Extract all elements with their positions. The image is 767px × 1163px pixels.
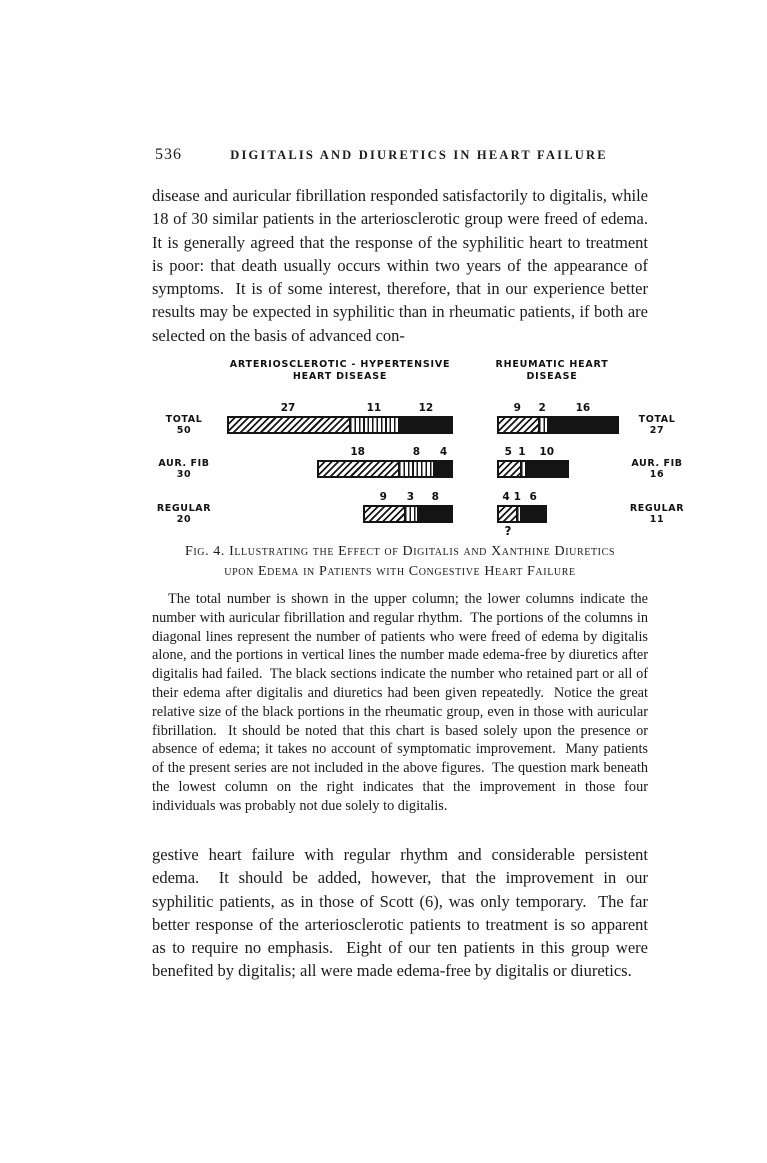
row-label-text: AUR. FIB [158, 458, 210, 469]
row-label-total [140, 414, 228, 436]
segment-value-label: 27 [280, 402, 296, 414]
segment-value-label: 1 [513, 491, 521, 503]
bar-segment-diagonal [229, 418, 349, 432]
figure-4-bar-chart [0, 355, 767, 541]
page-number: 536 [155, 146, 182, 163]
row-label-aur-fib [140, 458, 228, 480]
bar-row [363, 505, 453, 523]
figure-caption-line-2: upon Edema in Patients with Congestive Heart Failure [224, 563, 576, 579]
segment-value-label: 8 [431, 491, 439, 503]
row-label-text: REGULAR [629, 503, 685, 514]
chart-group-title-line2: HEART DISEASE [292, 371, 388, 382]
bar-row [497, 416, 619, 434]
bar-segment-vertical [538, 418, 547, 432]
row-label-text: REGULAR [156, 503, 212, 514]
question-mark-annotation: ? [504, 524, 512, 538]
segment-value-label: 12 [418, 402, 434, 414]
bar-segment-vertical [404, 507, 417, 521]
row-label-total: 16 [649, 469, 665, 480]
segment-value-label: 18 [350, 446, 365, 458]
row-label-total: 20 [176, 514, 192, 525]
row-label-regular [612, 503, 702, 525]
row-label-total: 11 [649, 514, 665, 525]
bar-segment-black [525, 462, 568, 476]
row-label-total [612, 414, 702, 436]
segment-value-label: 16 [575, 402, 591, 414]
bar-segment-diagonal [499, 462, 520, 476]
chart-group-title-line1: ARTERIOSCLEROTIC - HYPERTENSIVE [229, 359, 451, 370]
segment-value-label: 4 [502, 491, 510, 503]
segment-value-label: 9 [513, 402, 521, 414]
row-label-total: 27 [649, 425, 665, 436]
row-label-total: 50 [176, 425, 192, 436]
segment-value-label: 8 [412, 446, 421, 458]
bar-segment-black [520, 507, 545, 521]
page-header [152, 146, 646, 166]
row-label-aur-fib [612, 458, 702, 480]
row-label-total: 30 [176, 469, 192, 480]
row-label-regular [140, 503, 228, 525]
segment-value-label: 11 [366, 402, 382, 414]
row-label-text: TOTAL [638, 414, 676, 425]
bar-segment-diagonal [499, 418, 538, 432]
segment-value-label: 5 [504, 446, 512, 458]
bar-row [317, 460, 453, 478]
segment-value-label: 4 [439, 446, 448, 458]
figure-description: The total number is shown in the upper column; the lower columns indicate the number with auricular fibrillation and regular rhythm. The portions of the columns in diagonal lines represent the number of patients who were freed of edema by digitalis alone, and the portions in vertical lines the number made edema-free by diuretics after digitalis had failed. The black sections indicate the number who retained part or all of their edema after digitalis and diuretics had been given repeatedly. Notice the great relative size of the black portions in the rheumatic group, even in those with auricular fibrillation. It should be noted that this chart is based solely upon the presence or absence of edema; it takes no account of symptomatic improvement. Many patients of the present series are not included in the above figures. The question mark beneath the lowest column on the right indicates that the improvement in those four individuals was probably not due solely to digitalis. [152, 591, 652, 814]
paragraph-2: gestive heart failure with regular rhythm and considerable persistent edema. It should be added, however, that the improvement in our syphilitic patients, as in those of Scott (6), was only temporary. The far better response of the arteriosclerotic patients to treatment is so apparent as to require no emphasis. Eight of our ten patients in this group were benefited by digitalis; all were made edema-free by digitalis or diuretics. [152, 845, 653, 981]
figure-caption [152, 542, 648, 581]
segment-value-label: 1 [518, 446, 526, 458]
figure-caption-line-1: Fig. 4. Illustrating the Effect of Digitalis and Xanthine Diuretics [184, 544, 616, 559]
bar-segment-black [547, 418, 617, 432]
bar-segment-diagonal [499, 507, 516, 521]
bar-segment-vertical [398, 462, 433, 476]
bar-row [227, 416, 453, 434]
row-label-text: AUR. FIB [631, 458, 683, 469]
bar-segment-diagonal [319, 462, 398, 476]
segment-value-label: 6 [529, 491, 537, 503]
running-title: DIGITALIS AND DIURETICS IN HEART FAILURE [230, 148, 608, 162]
chart-group-title-line1: RHEUMATIC HEART [495, 359, 609, 370]
paragraph-1: disease and auricular fibrillation responded satisfactorily to digitalis, while 18 of 30 similar patients in the arteriosclerotic group were freed of edema. It is generally agreed that the response of the syphilitic heart to treatment is poor: that death usually occurs within two years of the appearance of symptoms. It is of some interest, therefore, that in our experience better results may be expected in syphilitic than in rheumatic patients, if both are selected on the basis of advanced con- [152, 186, 657, 345]
segment-value-label: 3 [406, 491, 415, 503]
segment-value-label: 2 [538, 402, 546, 414]
segment-value-label: 9 [379, 491, 387, 503]
bar-segment-vertical [349, 418, 398, 432]
bar-row [497, 460, 569, 478]
bar-segment-diagonal [365, 507, 404, 521]
bar-segment-black [417, 507, 451, 521]
bar-segment-black [398, 418, 451, 432]
chart-group-title-line2: DISEASE [526, 371, 578, 382]
bar-segment-black [433, 462, 451, 476]
segment-value-label: 10 [539, 446, 555, 458]
bar-row [497, 505, 547, 523]
row-label-text: TOTAL [165, 414, 203, 425]
chart-group-title [422, 359, 682, 383]
